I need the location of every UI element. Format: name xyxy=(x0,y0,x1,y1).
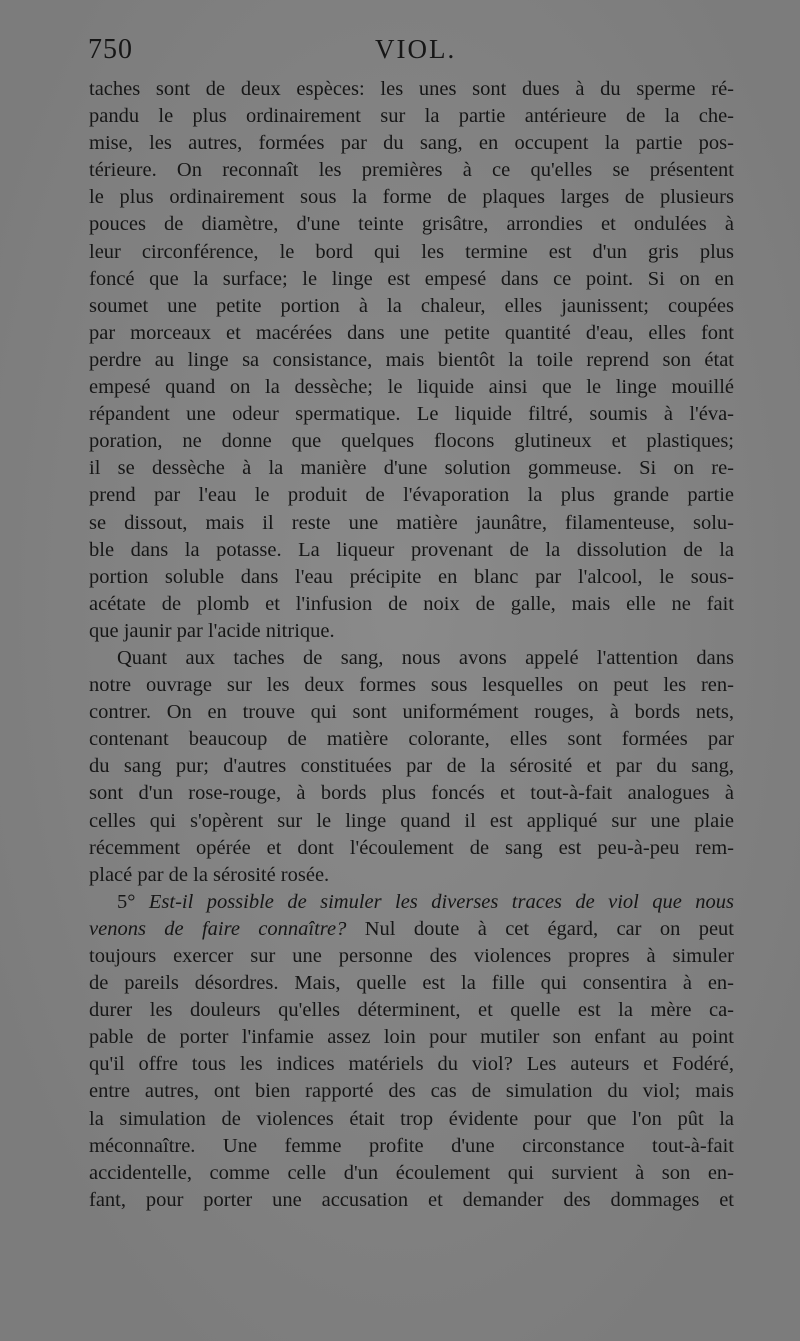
text-line xyxy=(89,266,734,293)
text-line xyxy=(89,1160,734,1187)
line-text: durer les douleurs qu'elles déterminent, et quelle est la mère ca- xyxy=(89,999,734,1022)
line-text: celles qui s'opèrent sur le linge quand il est appliqué sur une plaie xyxy=(89,809,734,832)
line-text: poration, ne donne que quelques flocons glutineux et plastiques; xyxy=(89,430,734,453)
text-line xyxy=(89,889,734,916)
text-line xyxy=(89,1078,734,1105)
text-line xyxy=(89,211,734,238)
body-text xyxy=(89,76,734,1214)
page-number: 750 xyxy=(88,34,133,65)
text-line xyxy=(89,428,734,455)
line-text: fant, pour porter une accusation et demander des dommages et xyxy=(89,1188,734,1211)
line-text: perdre au linge sa consistance, mais bientôt la toile reprend son état xyxy=(89,348,734,371)
line-text: que jaunir par l'acide nitrique. xyxy=(89,619,335,642)
text-line xyxy=(89,1051,734,1078)
text-line xyxy=(89,1106,734,1133)
line-text: récemment opérée et dont l'écoulement de sang est peu-à-peu rem- xyxy=(89,836,734,859)
line-text: par morceaux et macérées dans une petite quantité d'eau, elles font xyxy=(89,321,734,344)
text-line xyxy=(89,564,734,591)
line-text: acétate de plomb et l'infusion de noix de galle, mais elle ne fait xyxy=(89,592,734,615)
line-text: de pareils désordres. Mais, quelle est la fille qui consentira à en- xyxy=(89,972,734,995)
text-line xyxy=(89,591,734,618)
text-line xyxy=(89,510,734,537)
line-text: du sang pur; d'autres constituées par de la sérosité et par du sang, xyxy=(89,755,734,778)
text-line xyxy=(89,239,734,266)
text-line xyxy=(89,374,734,401)
text-line xyxy=(89,699,734,726)
text-line xyxy=(89,916,734,943)
line-text: il se dessèche à la manière d'une solution gommeuse. Si on re- xyxy=(89,457,734,480)
text-line xyxy=(89,618,734,645)
line-text: empesé quand on la dessèche; le liquide ainsi que le linge mouillé xyxy=(89,376,734,399)
text-line xyxy=(89,482,734,509)
text-line xyxy=(89,537,734,564)
line-text: ble dans la potasse. La liqueur provenant de la dissolution de la xyxy=(89,538,734,561)
section-number: 5° xyxy=(117,890,149,913)
text-line xyxy=(89,347,734,374)
text-line xyxy=(89,455,734,482)
text-line xyxy=(89,157,734,184)
text-line xyxy=(89,401,734,428)
text-line xyxy=(89,726,734,753)
line-text: contenant beaucoup de matière colorante, elles sont formées par xyxy=(89,728,734,751)
line-text: répandent une odeur spermatique. Le liquide filtré, soumis à l'éva- xyxy=(89,403,734,426)
line-text: pouces de diamètre, d'une teinte grisâtre, arrondies et ondulées à xyxy=(89,213,734,236)
line-text: le plus ordinairement sous la forme de plaques larges de plusieurs xyxy=(89,186,734,209)
line-text: la simulation de violences était trop évidente pour que l'on pût la xyxy=(89,1107,734,1130)
text-line xyxy=(89,103,734,130)
line-text: mise, les autres, formées par du sang, en occupent la partie pos- xyxy=(89,132,734,155)
line-text: sont d'un rose-rouge, à bords plus foncés et tout-à-fait analogues à xyxy=(89,782,734,805)
page-header xyxy=(0,34,800,74)
line-text: entre autres, ont bien rapporté des cas de simulation du viol; mais xyxy=(89,1080,734,1103)
text-line xyxy=(89,862,734,889)
line-text: prend par l'eau le produit de l'évaporation la plus grande partie xyxy=(89,484,734,507)
line-text: taches sont de deux espèces: les unes sont dues à du sperme ré- xyxy=(89,78,734,100)
text-line xyxy=(89,780,734,807)
text-line xyxy=(89,1024,734,1051)
line-text: toujours exercer sur une personne des violences propres à simuler xyxy=(89,945,734,967)
text-line xyxy=(89,672,734,699)
line-text: leur circonférence, le bord qui les termine est d'un gris plus xyxy=(89,240,734,263)
line-text: placé par de la sérosité rosée. xyxy=(89,863,330,886)
line-text: contrer. On en trouve qui sont uniformément rouges, à bords nets, xyxy=(89,701,734,724)
line-text: foncé que la surface; le linge est empesé dans ce point. Si on en xyxy=(89,267,734,290)
line-text: soumet une petite portion à la chaleur, elles jaunissent; coupées xyxy=(89,294,734,317)
text-line xyxy=(89,835,734,862)
text-line xyxy=(89,320,734,347)
text-line xyxy=(89,997,734,1024)
text-line xyxy=(89,293,734,320)
text-line xyxy=(89,1133,734,1160)
text-line xyxy=(89,184,734,211)
text-line xyxy=(89,970,734,997)
line-text: Quant aux taches de sang, nous avons appelé l'attention dans xyxy=(117,646,734,669)
italic-question: venons de faire connaître? xyxy=(89,917,347,940)
text-line xyxy=(89,130,734,157)
line-text: qu'il offre tous les indices matériels du viol? Les auteurs et Fodéré, xyxy=(89,1053,734,1076)
text-line xyxy=(89,1187,734,1214)
line-text: accidentelle, comme celle d'un écoulement qui survient à son en- xyxy=(89,1161,734,1184)
line-text: térieure. On reconnaît les premières à ce qu'elles se présentent xyxy=(89,159,734,182)
text-line xyxy=(89,808,734,835)
text-line xyxy=(89,753,734,780)
text-line xyxy=(89,943,734,970)
line-text: se dissout, mais il reste une matière jaunâtre, filamenteuse, solu- xyxy=(89,511,734,534)
line-text: méconnaître. Une femme profite d'une circonstance tout-à-fait xyxy=(89,1134,734,1157)
line-text: pable de porter l'infamie assez loin pour mutiler son enfant au point xyxy=(89,1026,734,1049)
line-text: Nul doute à cet égard, car on peut xyxy=(346,917,734,940)
running-head: VIOL. xyxy=(375,34,457,64)
line-text: pandu le plus ordinairement sur la partie antérieure de la che- xyxy=(89,105,734,128)
italic-question: Est-il possible de simuler les diverses traces de viol que nous xyxy=(148,890,734,913)
text-line xyxy=(89,645,734,672)
text-line xyxy=(89,76,734,103)
line-text: notre ouvrage sur les deux formes sous lesquelles on peut les ren- xyxy=(89,674,734,697)
line-text: portion soluble dans l'eau précipite en blanc par l'alcool, le sous- xyxy=(89,565,734,588)
